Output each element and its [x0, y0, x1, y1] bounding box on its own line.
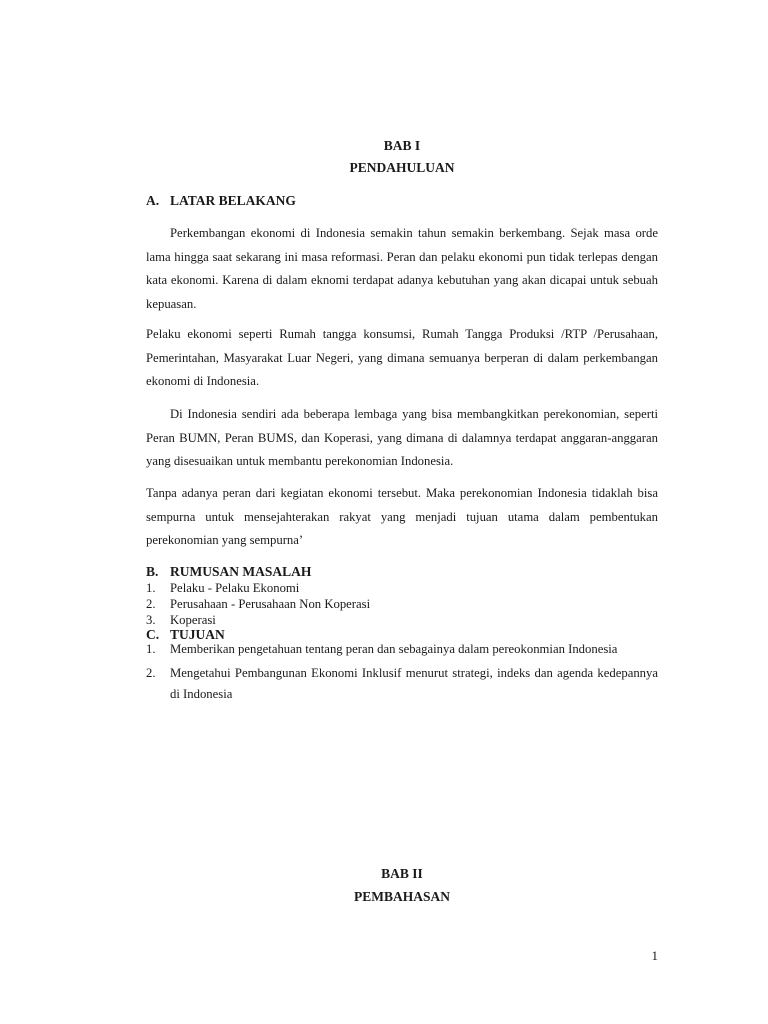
section-heading-latar-belakang: [146, 192, 296, 210]
section-heading-rumusan-masalah: [146, 563, 311, 581]
list-text: Mengetahui Pembangunan Ekonomi Inklusif menurut strategi, indeks dan agenda kedepannya di Indonesia: [170, 665, 658, 701]
rumusan-masalah-list: [146, 580, 658, 628]
section-letter: B.: [146, 564, 159, 579]
list-text: Perusahaan - Perusahaan Non Koperasi: [170, 597, 371, 611]
page-number: 1: [651, 948, 658, 963]
paragraph-2: Pelaku ekonomi seperti Rumah tangga konsumsi, Rumah Tangga Produksi /RTP /Perusahaan, Pemerintahan, Masyarakat Luar Negeri, yang dimana semuanya berperan di dalam perkembangan ekonomi di Indonesia.: [146, 327, 658, 388]
list-number: 2.: [146, 597, 156, 611]
list-number: 2.: [146, 665, 156, 680]
list-item: [146, 639, 658, 661]
chapter-title: PENDAHULUAN: [349, 160, 455, 175]
list-item: [146, 596, 658, 612]
list-text: Pelaku - Pelaku Ekonomi: [170, 581, 300, 595]
section-title: RUMUSAN MASALAH: [170, 564, 312, 579]
section-title: LATAR BELAKANG: [170, 193, 296, 208]
section-letter: A.: [146, 193, 160, 208]
list-number: 1.: [146, 642, 156, 656]
list-text: Koperasi: [170, 613, 216, 627]
chapter-label: BAB II: [381, 866, 423, 881]
section-letter: C.: [146, 627, 160, 642]
list-item: [146, 663, 658, 706]
list-text: Memberikan pengetahuan tentang peran dan sebagainya dalam pereokonmian Indonesia: [170, 642, 618, 656]
list-item: [146, 580, 658, 596]
tujuan-list: [146, 639, 658, 708]
paragraph-3: Di Indonesia sendiri ada beberapa lembaga yang bisa membangkitkan perekonomian, seperti Peran BUMN, Peran BUMS, dan Koperasi, yang dimana di dalamnya terdapat anggaran-anggaran yang disesuaikan untuk membantu perekonomian Indonesia.: [146, 407, 658, 468]
section-title: TUJUAN: [170, 627, 225, 642]
list-number: 1.: [146, 581, 156, 595]
paragraph-4: Tanpa adanya peran dari kegiatan ekonomi tersebut. Maka perekonomian Indonesia tidaklah bisa sempurna untuk mensejahterakan rakyat yang menjadi tujuan utama dalam pembentukan perekonomian yang sempurna’: [146, 486, 658, 547]
list-number: 3.: [146, 613, 156, 627]
paragraph-1: Perkembangan ekonomi di Indonesia semakin tahun semakin berkembang. Sejak masa orde lama hingga saat sekarang ini masa reformasi. Peran dan pelaku ekonomi pun tidak terlepas dengan kata ekonomi. Karena di dalam eknomi terdapat adanya kebutuhan yang akan dicapai untuk sebuah kepuasan.: [146, 226, 658, 311]
chapter-label: BAB I: [383, 138, 421, 153]
chapter-title: PEMBAHASAN: [353, 889, 450, 904]
